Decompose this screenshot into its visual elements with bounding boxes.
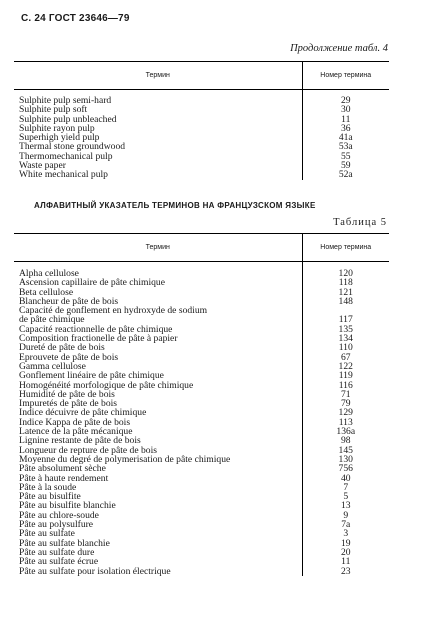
column-header-term: Термин — [14, 62, 302, 90]
term-number-cell: 59 — [302, 161, 389, 170]
term-cell: Pâte au bisulfite — [19, 491, 81, 503]
section-title: АЛФАВИТНЫЙ УКАЗАТЕЛЬ ТЕРМИНОВ НА ФРАНЦУЗСКОМ ЯЗЫКЕ — [34, 201, 316, 210]
term-cell: Gonflement linéaire de pâte chimique — [19, 370, 164, 382]
term-cell: Longueur de repture de pâte de bois — [19, 444, 157, 456]
column-header-number: Номер термина — [302, 234, 389, 262]
term-cell: Thermal stone groundwood — [19, 141, 126, 153]
term-number-cell: 7 — [302, 483, 389, 492]
term-number-cell: 110 — [302, 343, 389, 352]
table-5 — [14, 233, 389, 576]
term-number-cell: 9 — [302, 511, 389, 520]
term-number-cell: 145 — [302, 446, 389, 455]
term-number-cell: 55 — [302, 152, 389, 161]
term-cell: Gamma cellulose — [19, 360, 86, 372]
term-cell: Indice décuivre de pâte chimique — [19, 407, 147, 419]
term-number-cell: 98 — [302, 436, 389, 445]
term-number-cell: 20 — [302, 548, 389, 557]
term-cell: Indice Kappa de pâte de bois — [19, 416, 131, 428]
table-row — [14, 567, 389, 576]
term-number-cell: 53a — [302, 142, 389, 151]
term-cell: Capacité de gonflement en hydroxyde de sodium — [19, 305, 208, 317]
term-cell: Pâte au sulfate blanchie — [19, 537, 110, 549]
term-number-cell: 119 — [302, 371, 389, 380]
table-row — [14, 170, 389, 179]
term-cell: Pâte au sulfate écrue — [19, 556, 99, 568]
term-number-cell: 120 — [302, 269, 389, 278]
term-cell: Pâte à haute rendement — [19, 472, 109, 484]
term-number-cell: 52a — [302, 170, 389, 179]
term-number-cell: 29 — [302, 96, 389, 105]
term-number-cell: 148 — [302, 297, 389, 306]
term-cell: Alpha cellulose — [19, 268, 79, 279]
term-number-cell: 30 — [302, 105, 389, 114]
term-number-cell: 11 — [302, 115, 389, 124]
term-number-cell: 11 — [302, 557, 389, 566]
table-5-body — [14, 262, 389, 576]
term-cell: Sulphite pulp semi-hard — [19, 95, 112, 106]
table-continuation-label: Продолжение табл. 4 — [290, 43, 388, 54]
term-number-cell: 7a — [302, 520, 389, 529]
term-cell: Pâte au bisulfite blanchie — [19, 500, 116, 512]
term-number-cell: 5 — [302, 492, 389, 501]
term-cell: Blancheur de pâte de bois — [19, 295, 119, 307]
term-cell: Impuretés de pâte de bois — [19, 398, 118, 410]
term-cell: Waste paper — [19, 160, 66, 172]
term-number-cell: 756 — [302, 464, 389, 473]
term-cell: Dureté de pâte de bois — [19, 342, 105, 354]
column-header-number: Номер термина — [302, 62, 389, 90]
term-number-cell: 116 — [302, 381, 389, 390]
term-cell: Sulphite pulp soft — [19, 104, 88, 116]
term-number-cell: 122 — [302, 362, 389, 371]
term-number-cell: 36 — [302, 124, 389, 133]
term-cell: Thermomechanical pulp — [19, 150, 113, 162]
table-4-continuation — [14, 61, 389, 180]
term-cell: Humidité de pâte de bois — [19, 388, 115, 400]
term-cell: Pâte au sulfate dure — [19, 546, 95, 558]
term-number-cell: 129 — [302, 408, 389, 417]
term-cell: Ascension capillaire de pâte chimique — [19, 277, 165, 289]
term-cell: Pâte au polysulfure — [19, 519, 94, 531]
term-cell: Superhigh yield pulp — [19, 132, 100, 144]
term-cell: Moyenne du degré de polymerisation de pâte chimique — [19, 453, 231, 465]
term-number-cell: 136a — [302, 427, 389, 436]
term-number-cell: 135 — [302, 325, 389, 334]
term-cell: Homogénéité morfologique de pâte chimique — [19, 379, 194, 391]
term-cell: Sulphite rayon pulp — [19, 122, 95, 134]
table-4-body — [14, 90, 389, 180]
term-number-cell: 13 — [302, 501, 389, 510]
term-cell: Sulphite pulp unbleached — [19, 113, 117, 125]
term-number-cell: 121 — [302, 288, 389, 297]
term-number-cell: 117 — [302, 315, 389, 324]
term-cell: Lignine restante de pâte de bois — [19, 435, 141, 447]
term-cell: Capacité reactionnelle de pâte chimique — [19, 323, 173, 335]
term-cell: Composition fractionelle de pâte à papier — [19, 333, 178, 345]
term-number-cell: 71 — [302, 390, 389, 399]
term-cell: Pâte à la soude — [19, 481, 77, 493]
term-number-cell: 3 — [302, 529, 389, 538]
term-number-cell: 79 — [302, 399, 389, 408]
term-cell: Pâte au sulfate pour isolation électrique — [19, 565, 171, 577]
term-cell: Pâte au sulfate — [19, 528, 75, 540]
term-number-cell: 134 — [302, 334, 389, 343]
term-cell: Latence de la pâte mécanique — [19, 426, 133, 438]
term-cell: de pâte chimique — [19, 314, 85, 326]
term-cell: Pâte absolument sèche — [19, 463, 106, 475]
table-row — [14, 152, 389, 161]
term-number-cell: 118 — [302, 278, 389, 287]
term-cell: Beta cellulose — [19, 286, 74, 298]
term-cell: Eprouvete de pâte de bois — [19, 351, 119, 363]
table-5-label: Таблица 5 — [333, 217, 387, 228]
page-header: С. 24 ГОСТ 23646—79 — [21, 13, 130, 24]
term-number-cell: 19 — [302, 539, 389, 548]
term-number-cell: 41a — [302, 133, 389, 142]
term-number-cell: 40 — [302, 474, 389, 483]
term-number-cell: 23 — [302, 567, 389, 576]
term-number-cell: 67 — [302, 353, 389, 362]
term-cell: Pâte au chlore-soude — [19, 509, 99, 521]
term-number-cell: 130 — [302, 455, 389, 464]
term-number-cell: 113 — [302, 418, 389, 427]
term-cell: White mechanical pulp — [19, 169, 108, 181]
column-header-term: Термин — [14, 234, 302, 262]
